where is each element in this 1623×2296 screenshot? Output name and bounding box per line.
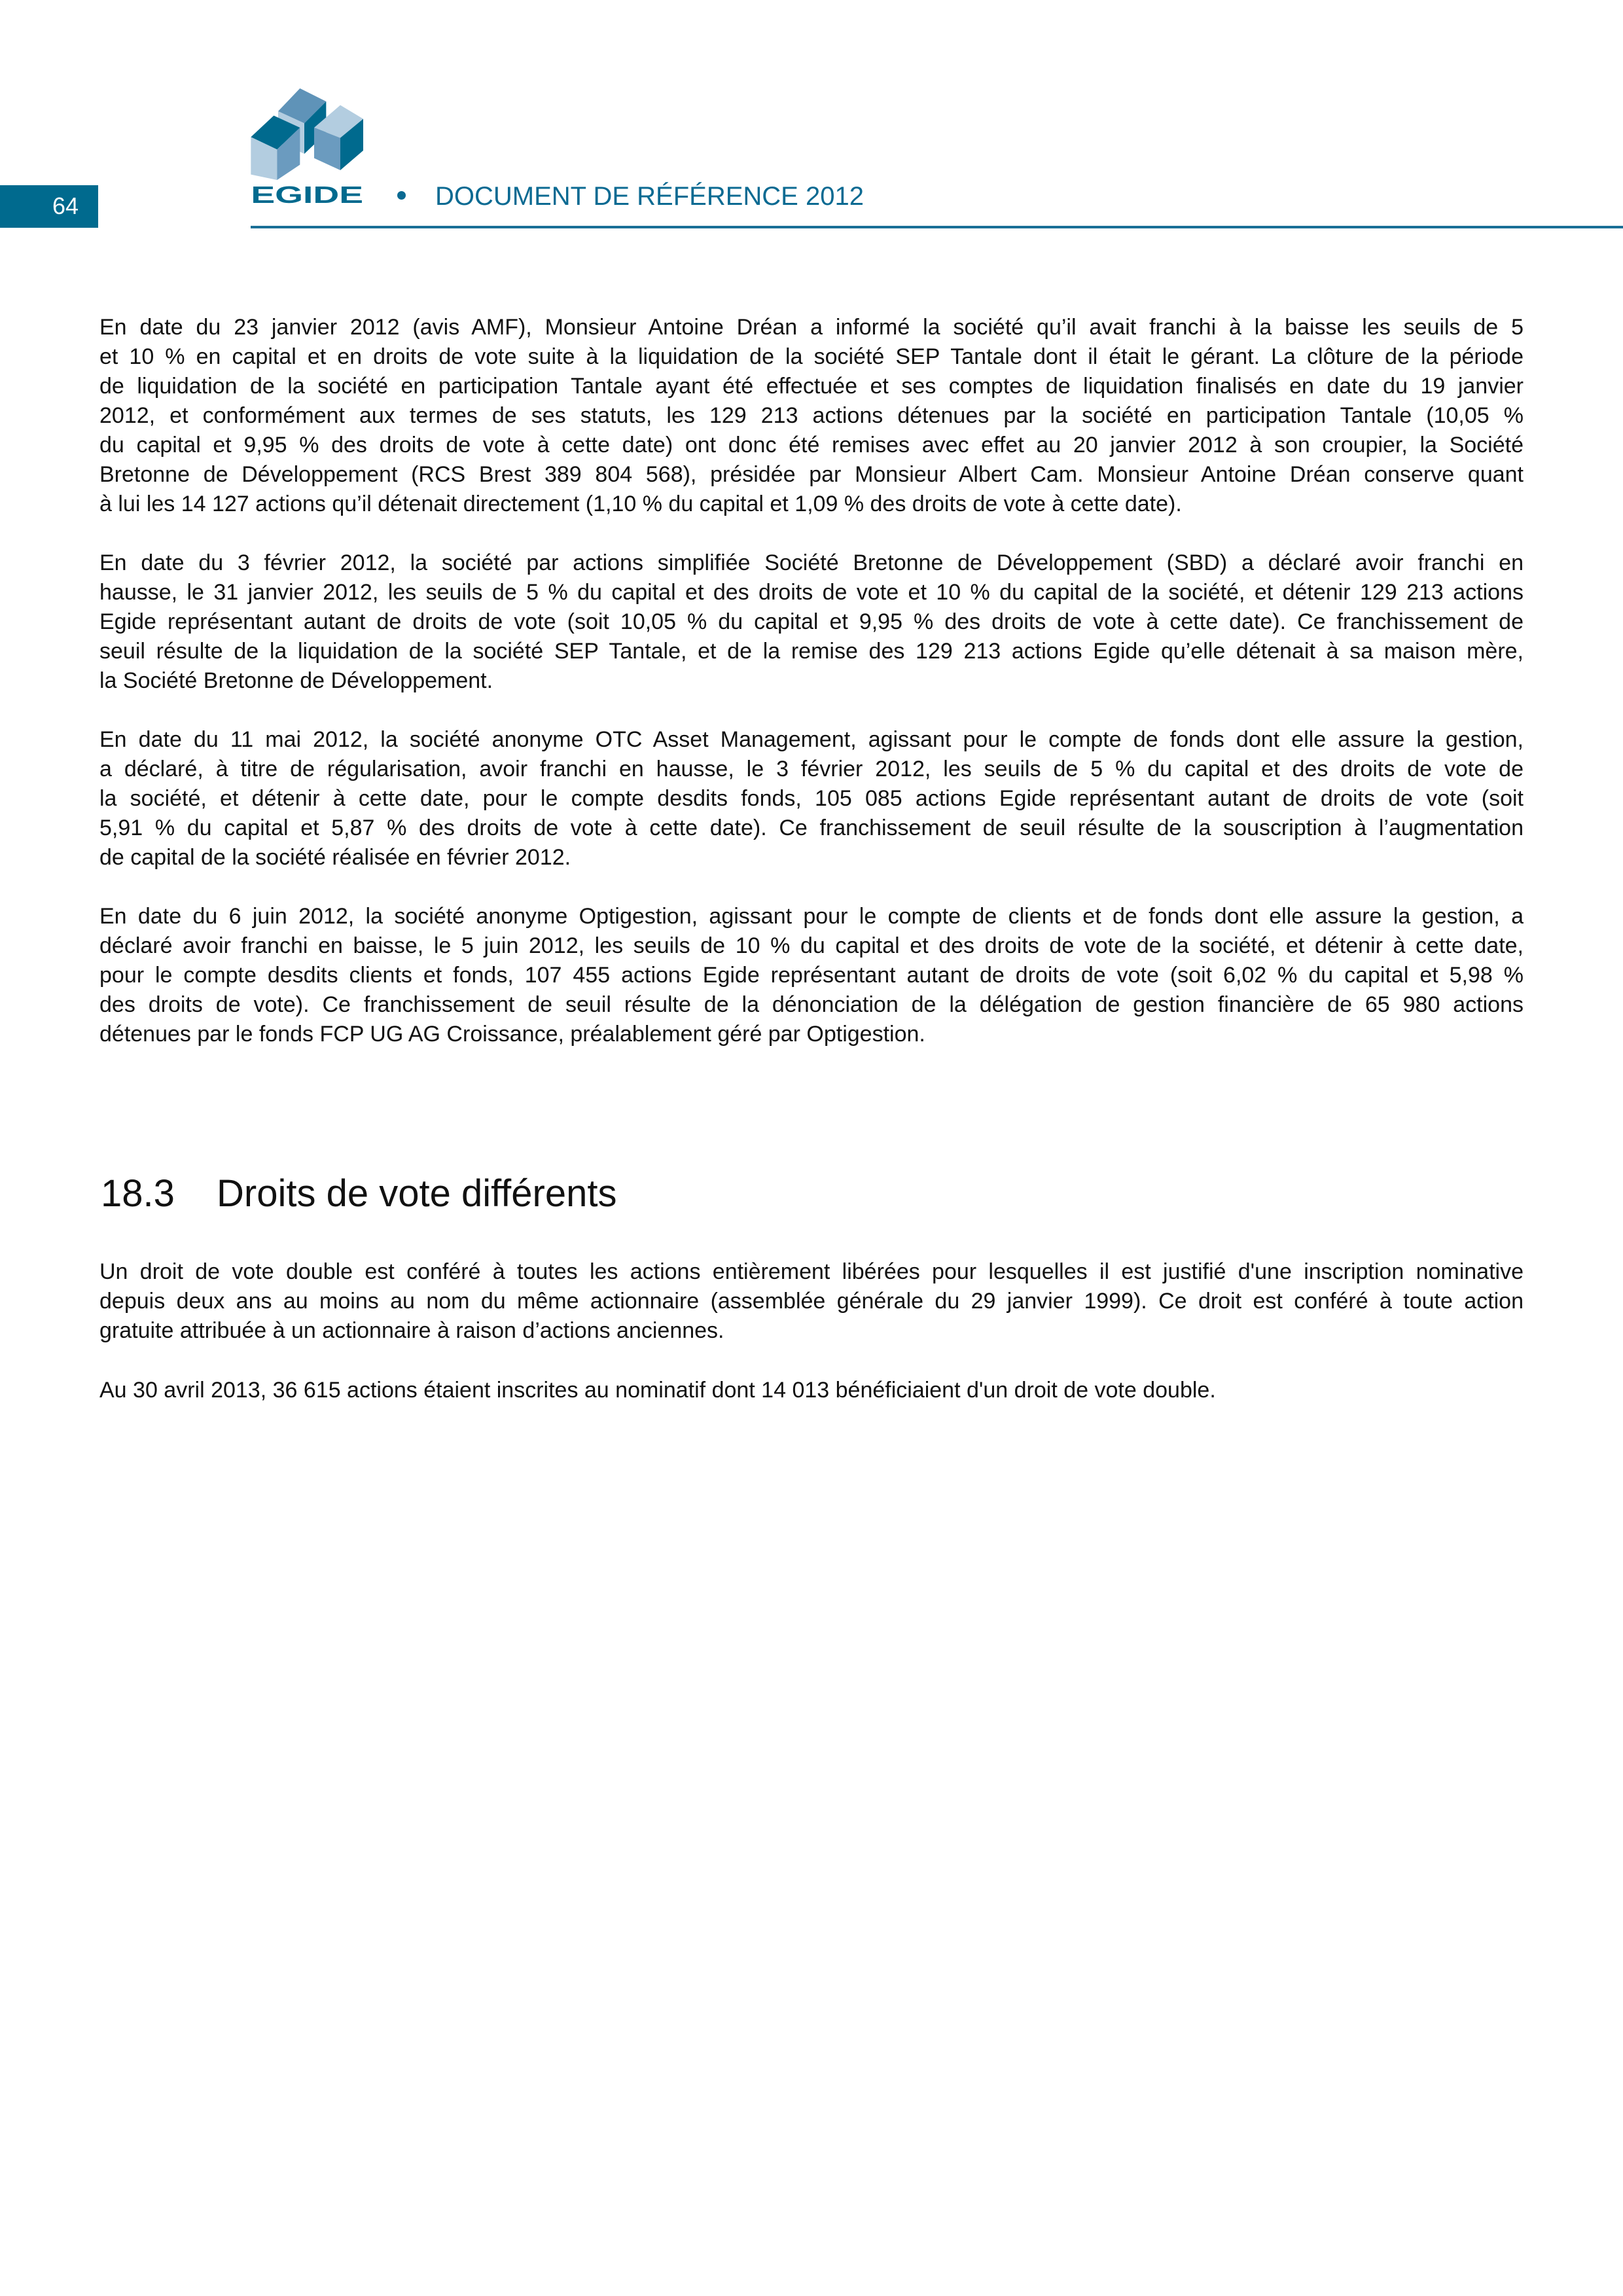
text-line: En date du 6 juin 2012, la société anonyme Optigestion, agissant pour le compte de clients et de fonds dont elle assure la gestion, a [99, 904, 1524, 929]
text-line: Bretonne de Développement (RCS Brest 389 804 568), présidée par Monsieur Albert Cam. Monsieur Antoine Dréan conserve quant [99, 462, 1524, 487]
text-line: hausse, le 31 janvier 2012, les seuils de 5 % du capital et des droits de vote et 10 % du capital de la société, et détenir 129 213 actions [99, 580, 1524, 605]
text-line: à lui les 14 127 actions qu’il détenait directement (1,10 % du capital et 1,09 % des droits de vote à cette date). [99, 492, 1182, 516]
text-line: a déclaré, à titre de régularisation, avoir franchi en hausse, le 3 février 2012, les seuils de 5 % du capital et des droits de vote de [99, 757, 1524, 781]
text-line: du capital et 9,95 % des droits de vote à cette date) ont donc été remises avec effet au 20 janvier 2012 à son croupier, la Société [99, 433, 1524, 457]
paragraph-1 [99, 313, 1524, 519]
section-heading [101, 1171, 616, 1217]
page-number: 64 [52, 192, 79, 219]
logo-wordmark: EGIDE [251, 181, 363, 208]
section-number: 18.3 [101, 1172, 175, 1215]
text-line: 2012, et conformément aux termes de ses statuts, les 129 213 actions détenues par la société en participation Tantale (10,05 % [99, 403, 1524, 428]
text-line: gratuite attribuée à un actionnaire à raison d’actions anciennes. [99, 1318, 724, 1343]
text-line: Au 30 avril 2013, 36 615 actions étaient inscrites au nominatif dont 14 013 bénéficiaient d'un droit de vote double. [99, 1378, 1216, 1403]
text-line: de liquidation de la société en participation Tantale ayant été effectuée et ses comptes de liquidation finalisés en date du 19 janvier [99, 374, 1524, 399]
text-line: déclaré avoir franchi en baisse, le 5 juin 2012, les seuils de 10 % du capital et des droits de vote de la société, et détenir à cette date, [99, 933, 1524, 958]
text-line: détenues par le fonds FCP UG AG Croissance, préalablement géré par Optigestion. [99, 1022, 925, 1047]
text-line: la Société Bretonne de Développement. [99, 668, 493, 693]
text-line: En date du 11 mai 2012, la société anonyme OTC Asset Management, agissant pour le compte de fonds dont elle assure la gestion, [99, 727, 1524, 752]
text-line: En date du 3 février 2012, la société par actions simplifiée Société Bretonne de Développement (SBD) a déclaré avoir franchi en [99, 550, 1524, 575]
text-line: et 10 % en capital et en droits de vote suite à la liquidation de la société SEP Tantale dont il était le gérant. La clôture de la période [99, 344, 1524, 369]
text-line: Egide représentant autant de droits de vote (soit 10,05 % du capital et 9,95 % des droits de vote à cette date). Ce franchissement de [99, 609, 1524, 634]
text-line: Un droit de vote double est conféré à toutes les actions entièrement libérées pour lesquelles il est justifié d'une inscription nominative [99, 1259, 1524, 1284]
text-line: la société, et détenir à cette date, pour le compte desdits fonds, 105 085 actions Egide représentant autant de droits de vote (soit [99, 786, 1524, 811]
text-line: depuis deux ans au moins au nom du même actionnaire (assemblée générale du 29 janvier 1999). Ce droit est conféré à toute action [99, 1289, 1524, 1314]
text-line: de capital de la société réalisée en février 2012. [99, 845, 571, 870]
section-title: Droits de vote différents [217, 1172, 617, 1215]
header-rule [251, 226, 1623, 228]
section-paragraph-2 [99, 1376, 1524, 1405]
text-line: pour le compte desdits clients et fonds, 107 455 actions Egide représentant autant de droits de vote (soit 6,02 % du capital et 5,98 % [99, 963, 1524, 988]
paragraph-2 [99, 548, 1524, 696]
text-line: des droits de vote). Ce franchissement de seuil résulte de la dénonciation de la délégation de gestion financière de 65 980 actions [99, 992, 1524, 1017]
header-bullet [397, 191, 406, 200]
text-line: 5,91 % du capital et 5,87 % des droits de vote à cette date). Ce franchissement de seuil résulte de la souscription à l’augmentation [99, 816, 1524, 840]
document-title: DOCUMENT DE RÉFÉRENCE 2012 [435, 182, 864, 211]
egide-logo [242, 79, 373, 209]
text-line: seuil résulte de la liquidation de la société SEP Tantale, et de la remise des 129 213 actions Egide qu’elle détenait à sa maison mère, [99, 639, 1524, 664]
section-paragraph-1 [99, 1257, 1524, 1346]
paragraph-3 [99, 725, 1524, 872]
paragraph-4 [99, 902, 1524, 1049]
text-line: En date du 23 janvier 2012 (avis AMF), Monsieur Antoine Dréan a informé la société qu’il avait franchi à la baisse les seuils de 5 [99, 315, 1524, 340]
